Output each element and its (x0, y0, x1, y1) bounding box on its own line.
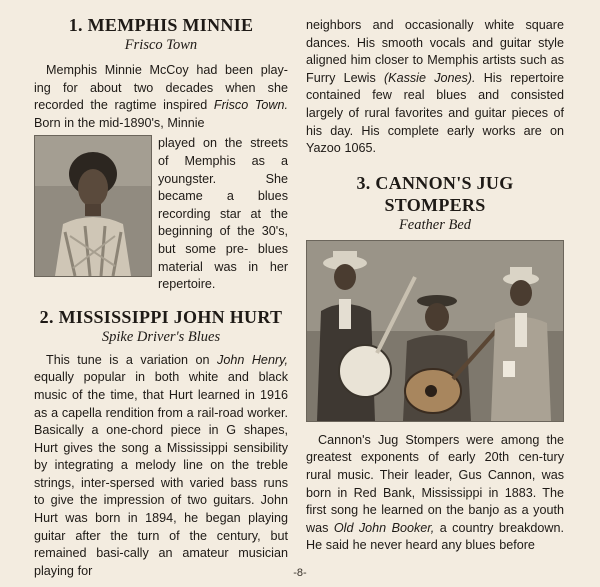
left-column (34, 0, 288, 580)
page-number: -8- (293, 567, 307, 579)
section2-heading (34, 306, 288, 328)
cannons-jug-stompers-photo (306, 240, 564, 422)
section1-song: Frisco Town (124, 37, 198, 53)
section1-number: 1. (68, 15, 83, 35)
section1-song-ref: Frisco (213, 98, 249, 113)
section1-text-side: played on the streets of Memphis as a youngster. She became a blues recording star at the beginning of the 30's, but some pre- blues material was in her repertoire. (158, 136, 289, 292)
section2-artist: MISSISSIPPI JOHN HURT (58, 306, 283, 327)
section2-song: Spike Driver's Blues (101, 328, 221, 345)
section3-artist: CANNON'S JUG STOMPERS (375, 172, 514, 215)
section3-song: Feather Bed (398, 216, 472, 233)
right-column (306, 0, 564, 555)
section3-text: Cannon's Jug Stompers were among the greatest exponents of early 20th cen-tury rural music. Their leader, Gus Cannon, was born in Red Bank, Mississippi in 1883. The first song he learned on the banjo as a youth was Old John Booker, a country breakdown. He said he never heard any blues before (306, 432, 565, 553)
memphis-minnie-photo (34, 135, 152, 277)
section3-number: 3. (356, 172, 371, 193)
section2-number: 2. (39, 306, 54, 327)
section2-ref-song: John Henry, (217, 352, 288, 367)
section1-text-top: Memphis Minnie McCoy had been play- ing for about two decades when she recorded the ragtime inspired Frisco Town. Born in the mid-1890's, Minnie (34, 63, 289, 130)
section2-continued-text: neighbors and occasionally white square dances. His smooth vocals and guitar style aligned him closer to Memphis artists such as Furry Lewis (Kassie Jones). His repertoire contained few real blues and consisted largely of rural favorites and guitar pieces of his day. His complete early works are on Yazoo 1065. (306, 18, 565, 156)
section3-heading (306, 172, 564, 216)
section3-ref-song: Old John Booker, (333, 520, 435, 535)
section1-heading (34, 14, 288, 36)
section2-text: This tune is a variation on John Henry, equally popular in both white and black music of the time, that Hurt learned in 1916 as a capella rendition from a rail-road worker. Basically a one-chord piece in G shapes, Hurt gives the song a Mississippi sensibility by integrating a melody line on the treble strings, inter-spersed with varied bass runs to give the impression of two guitars. John Hurt was born in 1894, he began playing guitar after the turn of the century, but remained basi-cally an amateur musician playing for (34, 352, 288, 578)
section1-artist: MEMPHIS MINNIE (87, 15, 254, 35)
